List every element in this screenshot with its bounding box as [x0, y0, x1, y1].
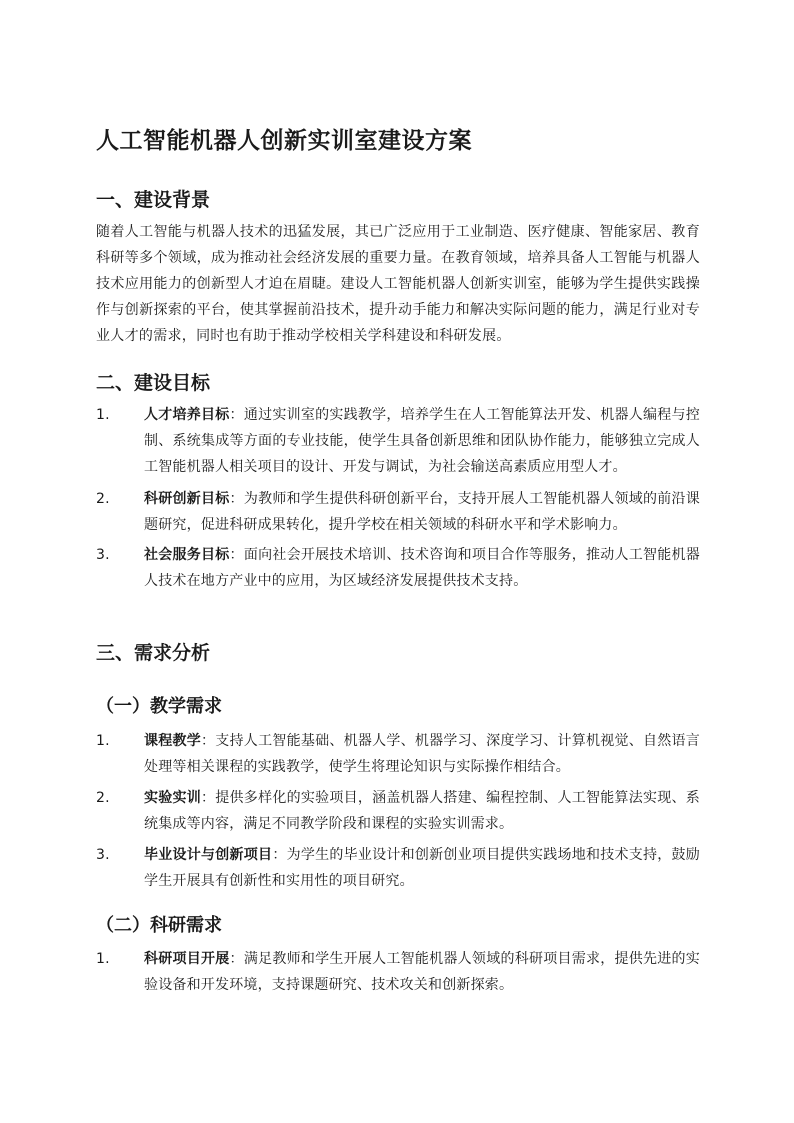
- list-item: [96, 542, 700, 594]
- section-heading-needs: 三、需求分析: [96, 642, 211, 664]
- list-item-term: 科研项目开展: [144, 951, 230, 967]
- section-heading-goals: 二、建设目标: [96, 372, 211, 394]
- list-item-term: 社会服务目标: [144, 547, 230, 563]
- list-item-text: 提供多样化的实验项目，涵盖机器人搭建、编程控制、人工智能算法实现、系统集成等内容，满足不同教学阶段和课程的实验实训需求。: [144, 790, 700, 832]
- list-item-term: 课程教学: [144, 733, 202, 749]
- list-item-number: 1.: [96, 733, 110, 749]
- list-item: [96, 728, 700, 780]
- list-item-text: 面向社会开展技术培训、技术咨询和项目合作等服务，推动人工智能机器人技术在地方产业中的应用，为区域经济发展提供技术支持。: [144, 547, 700, 589]
- list-item: [96, 946, 700, 998]
- list-item-text: 为学生的毕业设计和创新创业项目提供实践场地和技术支持，鼓励学生开展具有创新性和实用性的项目研究。: [144, 847, 700, 889]
- list-item-separator: ：: [229, 951, 244, 967]
- list-item-term: 科研创新目标: [144, 491, 230, 507]
- list-item-number: 1.: [96, 407, 110, 423]
- list-item-text: 通过实训室的实践教学，培养学生在人工智能算法开发、机器人编程与控制、系统集成等方面的专业技能，使学生具备创新思维和团队协作能力，能够独立完成人工智能机器人相关项目的设计、开发与调试，为社会输送高素质应用型人才。: [144, 407, 700, 475]
- list-item-separator: ：: [229, 407, 244, 423]
- list-item-term: 人才培养目标: [144, 407, 230, 423]
- list-item-text: 为教师和学生提供科研创新平台，支持开展人工智能机器人领域的前沿课题研究，促进科研成果转化，提升学校在相关领域的科研水平和学术影响力。: [144, 491, 700, 533]
- document-title: 人工智能机器人创新实训室建设方案: [96, 128, 472, 154]
- list-item-text: 支持人工智能基础、机器人学、机器学习、深度学习、计算机视觉、自然语言处理等相关课程的实践教学，使学生将理论知识与实际操作相结合。: [144, 733, 700, 775]
- list-item-number: 1.: [96, 951, 110, 967]
- list-item-separator: ：: [229, 547, 244, 563]
- list-item: [96, 785, 700, 837]
- list-item: [96, 842, 700, 894]
- list-item-term: 毕业设计与创新项目: [144, 847, 273, 863]
- list-item-separator: ：: [272, 847, 287, 863]
- research-needs-list: [96, 946, 700, 1004]
- section-heading-background: 一、建设背景: [96, 189, 211, 211]
- list-item-text: 满足教师和学生开展人工智能机器人领域的科研项目需求，提供先进的实验设备和开发环境，支持课题研究、技术攻关和创新探索。: [144, 951, 700, 993]
- list-item-number: 2.: [96, 491, 110, 507]
- list-item-term: 实验实训: [144, 790, 202, 806]
- list-item-number: 3.: [96, 847, 110, 863]
- list-item: [96, 486, 700, 538]
- list-item-separator: ：: [201, 733, 216, 749]
- list-item-separator: ：: [201, 790, 216, 806]
- background-paragraph: 随着人工智能与机器人技术的迅猛发展，其已广泛应用于工业制造、医疗健康、智能家居、教育科研等多个领域，成为推动社会经济发展的重要力量。在教育领域，培养具备人工智能与机器人技术应用能力的创新型人才迫在眉睫。建设人工智能机器人创新实训室，能够为学生提供实践操作与创新探索的平台，使其掌握前沿技术，提升动手能力和解决实际问题的能力，满足行业对专业人才的需求，同时也有助于推动学校相关学科建设和科研发展。: [96, 224, 700, 344]
- list-item-number: 3.: [96, 547, 110, 563]
- list-item: [96, 402, 700, 480]
- subsection-heading-teaching: （一）教学需求: [96, 696, 222, 717]
- teaching-needs-list: [96, 728, 700, 900]
- subsection-heading-research: （二）科研需求: [96, 915, 222, 936]
- list-item-separator: ：: [229, 491, 244, 507]
- goals-list: [96, 402, 700, 600]
- list-item-number: 2.: [96, 790, 110, 806]
